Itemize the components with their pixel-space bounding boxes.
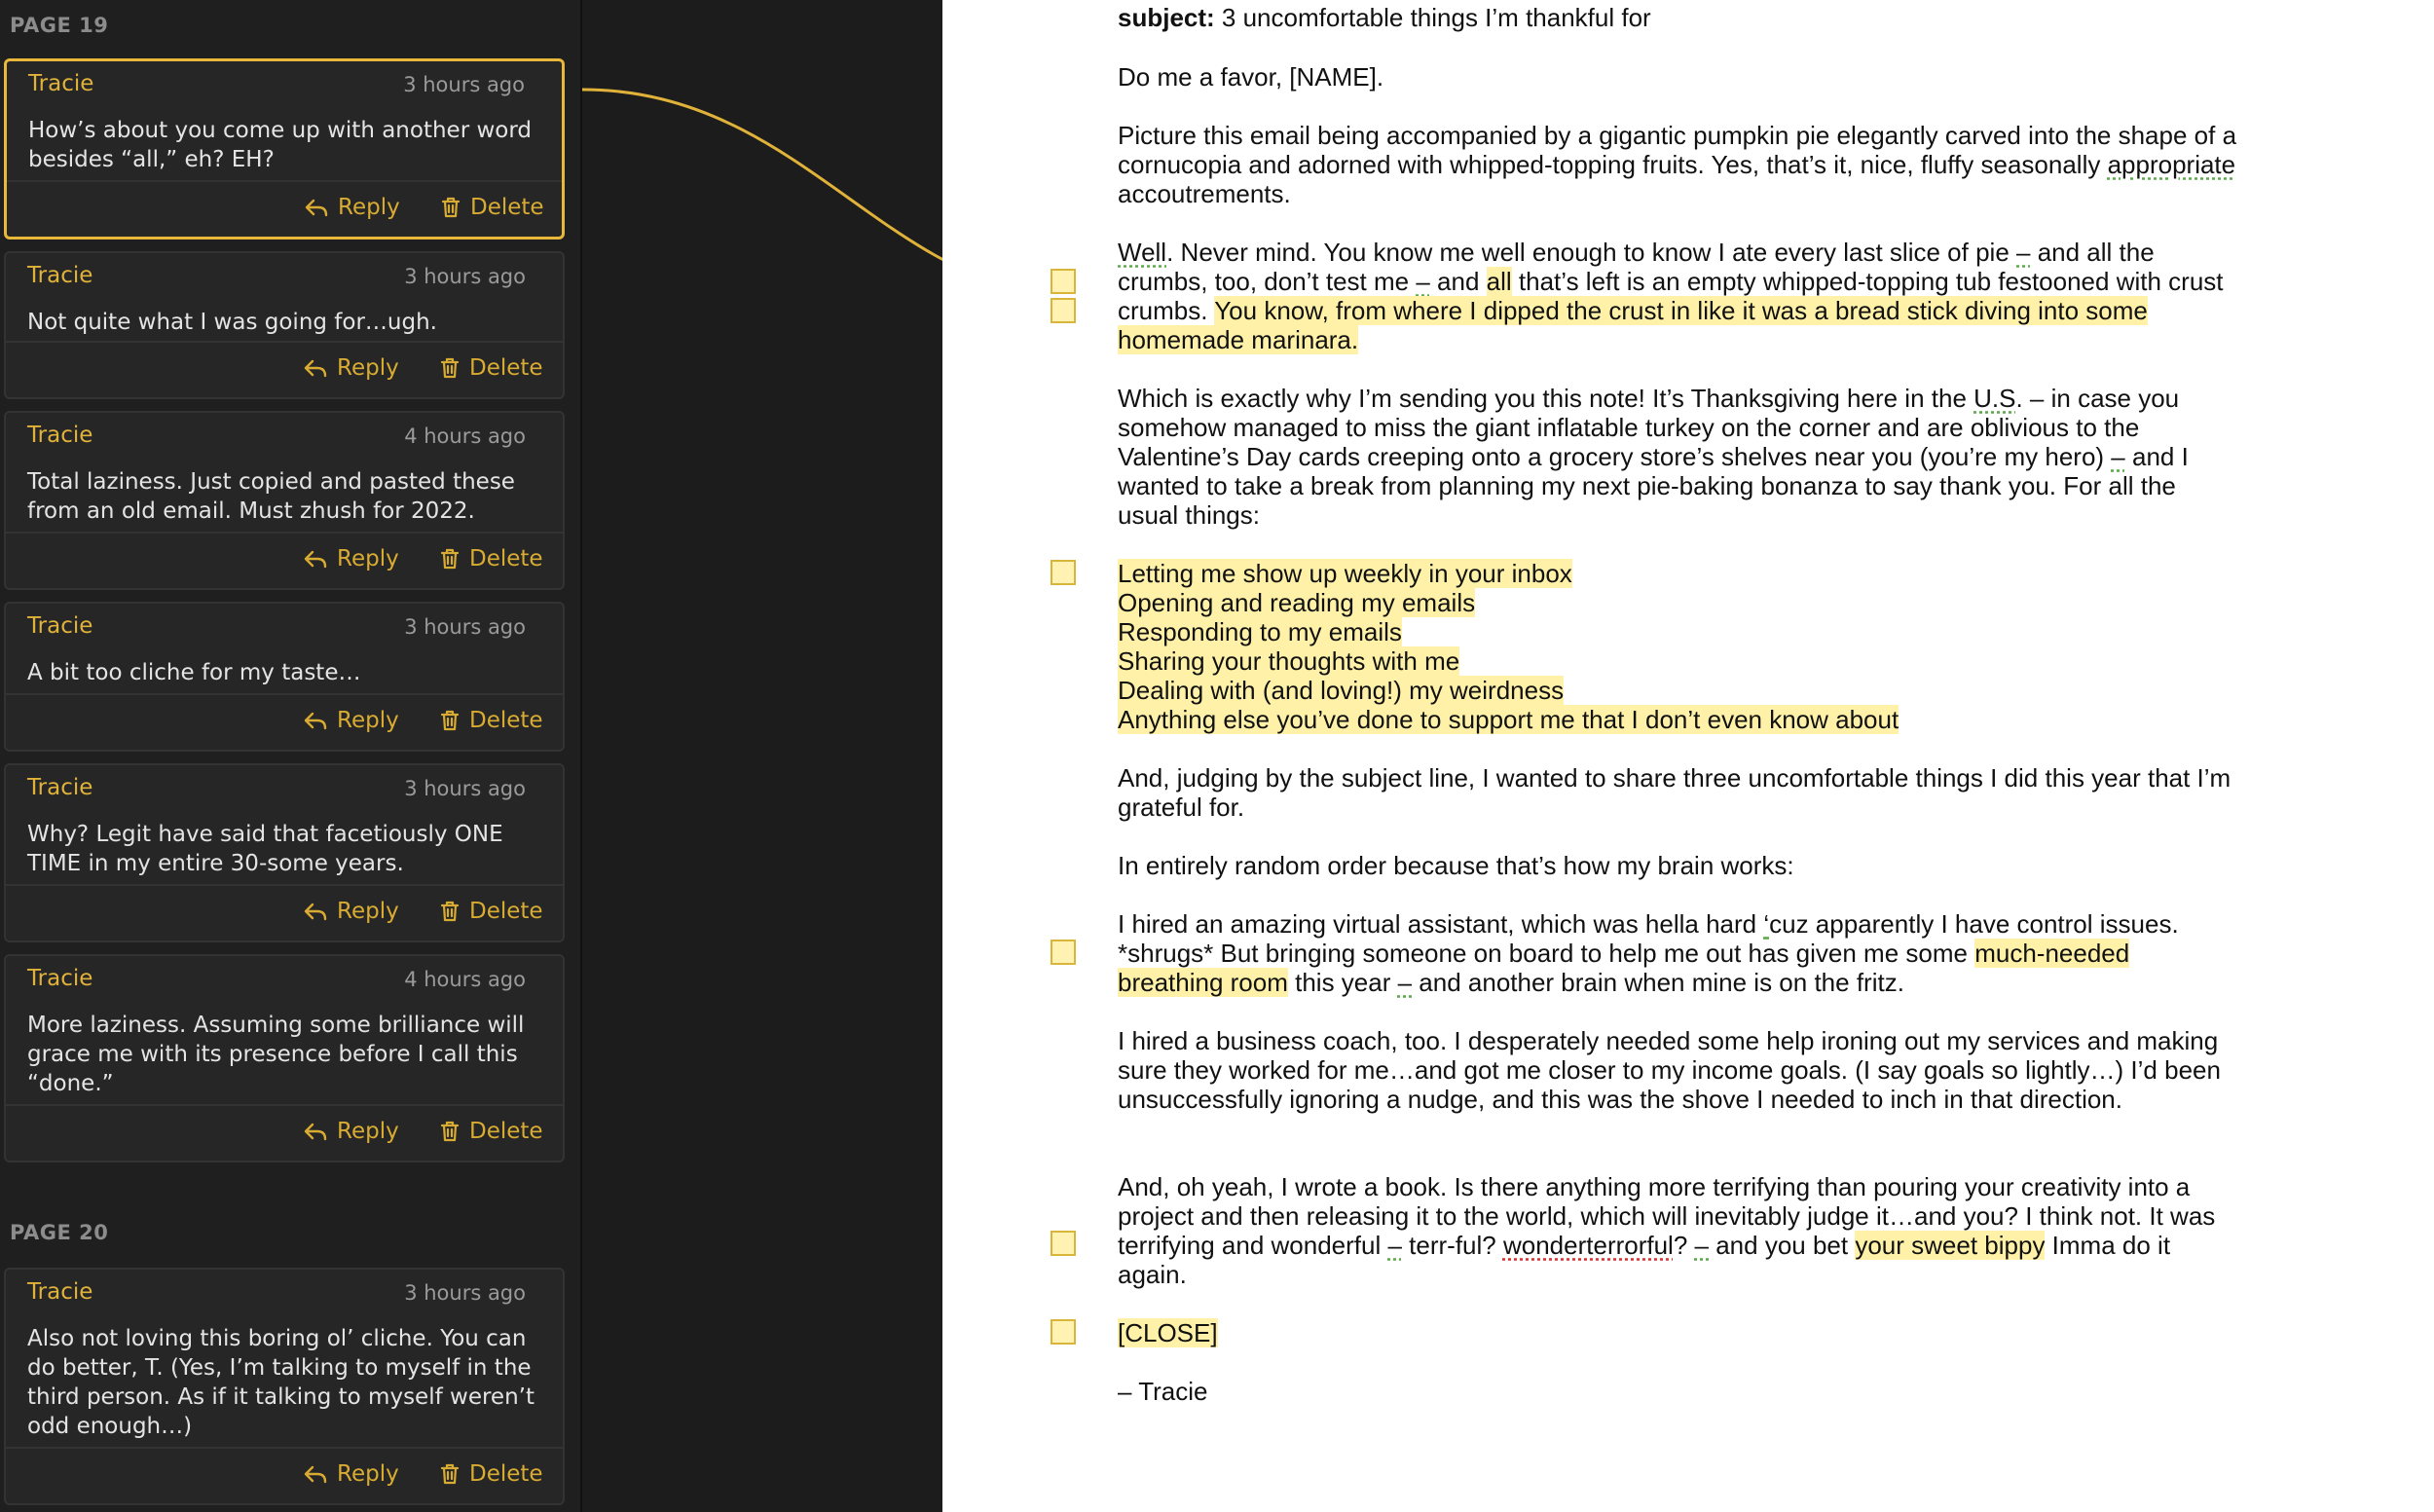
- highlighted-text[interactable]: [CLOSE]: [1118, 1318, 1218, 1347]
- spellcheck-word: –: [2016, 238, 2031, 267]
- delete-button[interactable]: [440, 708, 543, 733]
- subject-line: [1118, 3, 2237, 32]
- page-label: PAGE 20: [10, 1221, 109, 1244]
- comment-marker[interactable]: [1051, 1231, 1076, 1256]
- text-run: and I wanted to take a break from planning my next pie-baking bonanza to say thank you. For all the usual things:: [1118, 442, 2189, 530]
- comment-actions: [6, 341, 563, 397]
- comment-marker[interactable]: [1051, 298, 1076, 323]
- comment-text: A bit too cliche for my taste…: [27, 660, 361, 685]
- comment-author: Tracie: [27, 423, 93, 448]
- document-page[interactable]: [942, 0, 2434, 1512]
- list-item[interactable]: Responding to my emails: [1118, 617, 1402, 646]
- comment-marker[interactable]: [1051, 1319, 1076, 1345]
- reply-label: Reply: [337, 1461, 399, 1487]
- reply-button[interactable]: [304, 546, 399, 572]
- comment-author: Tracie: [27, 263, 93, 288]
- comment-text: Why? Legit have said that facetiously ONE TIME in my entire 30-some years.: [27, 822, 503, 876]
- highlighted-text[interactable]: much-needed breathing room: [1118, 939, 2130, 997]
- greeting-paragraph: Do me a favor, [NAME].: [1118, 62, 1384, 92]
- comment-marker[interactable]: [1051, 940, 1076, 965]
- comment-author: Tracie: [27, 966, 93, 991]
- text-run: this year: [1287, 968, 1398, 997]
- paragraph-well: [1118, 238, 2237, 354]
- text-run: that’s left is an empty whipped-topping tub festooned with crust crumbs.: [1118, 267, 2224, 325]
- reply-button[interactable]: [304, 708, 399, 733]
- canvas-gutter: [582, 0, 942, 1512]
- comment-text: Also not loving this boring ol’ cliche. You can do better, T. (Yes, I’m talking to myself in the third person. As if it talking to myself weren’t odd enough…): [27, 1326, 535, 1439]
- comment-card[interactable]: [4, 954, 565, 1162]
- comment-author: Tracie: [28, 71, 94, 96]
- spellcheck-word: appropriate: [2107, 150, 2236, 179]
- trash-icon: [440, 1463, 460, 1485]
- comment-actions: [6, 1104, 563, 1161]
- reply-arrow-icon: [304, 902, 327, 921]
- misspelled-word: wonderterrorful: [1502, 1231, 1674, 1260]
- reply-arrow-icon: [305, 198, 328, 217]
- comment-marker[interactable]: [1051, 560, 1076, 585]
- comment-timestamp: 3 hours ago: [404, 265, 526, 288]
- text-run: and all the crumbs, too, don’t test me: [1118, 238, 2155, 296]
- reply-arrow-icon: [304, 1122, 327, 1141]
- comments-sidebar: [0, 0, 582, 1512]
- paragraph-judging: And, judging by the subject line, I wanted to share three uncomfortable things I did this year that I’m grateful for.: [1118, 763, 2231, 822]
- text-run: and another brain when mine is on the fritz.: [1412, 968, 1904, 997]
- text-run: terr-ful?: [1401, 1231, 1503, 1260]
- text-run: accoutrements.: [1118, 179, 1291, 208]
- comment-actions: [7, 180, 562, 237]
- comment-author: Tracie: [27, 1279, 93, 1305]
- spellcheck-word: ‘: [1763, 909, 1770, 939]
- comment-timestamp: 3 hours ago: [403, 73, 525, 96]
- text-run: Which is exactly why I’m sending you this note! It’s Thanksgiving here in the: [1118, 384, 1974, 413]
- comment-card[interactable]: [4, 251, 565, 399]
- trash-icon: [440, 901, 460, 922]
- reply-arrow-icon: [304, 549, 327, 569]
- comment-author: Tracie: [27, 613, 93, 639]
- text-run: And, oh yeah, I wrote a book. Is there anything more terrifying than pouring your creativity into a project and then releasing it to the world, which will inevitably judge it…and you? I think not. It was terrifying and wonderful: [1118, 1172, 2216, 1260]
- delete-button[interactable]: [440, 1119, 543, 1144]
- comment-actions: [6, 1447, 563, 1503]
- signature: – Tracie: [1118, 1377, 1208, 1406]
- reply-arrow-icon: [304, 1464, 327, 1484]
- spellcheck-word: –: [1694, 1231, 1709, 1260]
- spellcheck-word: U.S: [1973, 384, 2016, 413]
- highlighted-text[interactable]: You know, from where I dipped the crust in like it was a bread stick diving into some homemade marinara.: [1118, 296, 2148, 354]
- comment-text: More laziness. Assuming some brilliance will grace me with its presence before I call this “done.”: [27, 1013, 525, 1096]
- comment-timestamp: 3 hours ago: [404, 777, 526, 800]
- reply-label: Reply: [337, 899, 399, 924]
- reply-arrow-icon: [304, 711, 327, 730]
- list-item[interactable]: Sharing your thoughts with me: [1118, 646, 1460, 676]
- paragraph-assistant: [1118, 909, 2237, 997]
- comment-timestamp: 4 hours ago: [404, 424, 526, 448]
- delete-label: Delete: [469, 1119, 543, 1144]
- subject-text: 3 uncomfortable things I’m thankful for: [1214, 3, 1651, 32]
- thanks-list: [1118, 559, 2237, 734]
- highlighted-text[interactable]: all: [1486, 267, 1512, 296]
- reply-label: Reply: [338, 195, 400, 220]
- delete-label: Delete: [469, 355, 543, 381]
- comment-text: How’s about you come up with another word besides “all,” eh? EH?: [28, 118, 532, 172]
- delete-label: Delete: [469, 1461, 543, 1487]
- text-run: and you bet: [1709, 1231, 1856, 1260]
- comment-card[interactable]: [4, 763, 565, 942]
- delete-label: Delete: [469, 899, 543, 924]
- reply-button[interactable]: [305, 195, 400, 220]
- comment-actions: [6, 884, 563, 940]
- list-item[interactable]: Opening and reading my emails: [1118, 588, 1476, 617]
- comment-author: Tracie: [27, 775, 93, 800]
- comment-card[interactable]: [4, 411, 565, 590]
- reply-label: Reply: [337, 546, 399, 572]
- text-run: ?: [1673, 1231, 1695, 1260]
- delete-button[interactable]: [440, 1461, 543, 1487]
- trash-icon: [441, 197, 461, 218]
- delete-button[interactable]: [440, 355, 543, 381]
- paragraph-close: [1118, 1318, 2237, 1347]
- reply-arrow-icon: [304, 358, 327, 378]
- reply-button[interactable]: [304, 1119, 399, 1144]
- text-run: Picture this email being accompanied by a gigantic pumpkin pie elegantly carved into the shape of a cornucopia and adorned with whipped-topping fruits. Yes, that’s it, nice, fluffy seasonally: [1118, 121, 2237, 179]
- list-item[interactable]: Letting me show up weekly in your inbox: [1118, 559, 1572, 588]
- trash-icon: [440, 710, 460, 731]
- reply-label: Reply: [337, 708, 399, 733]
- reply-button[interactable]: [304, 899, 399, 924]
- text-run: and: [1429, 267, 1487, 296]
- delete-label: Delete: [469, 708, 543, 733]
- comment-text: Not quite what I was going for…ugh.: [27, 310, 437, 335]
- text-run: I hired an amazing virtual assistant, which was hella hard: [1118, 909, 1764, 939]
- reply-button[interactable]: [304, 1461, 399, 1487]
- comment-card[interactable]: [4, 58, 565, 240]
- delete-button[interactable]: [441, 195, 544, 220]
- trash-icon: [440, 357, 460, 379]
- paragraph-random: In entirely random order because that’s how my brain works:: [1118, 851, 1794, 880]
- paragraph-picture: [1118, 121, 2237, 208]
- delete-button[interactable]: [440, 546, 543, 572]
- reply-label: Reply: [337, 1119, 399, 1144]
- spellcheck-word: –: [1397, 968, 1413, 997]
- comment-timestamp: 3 hours ago: [404, 1281, 526, 1305]
- comment-card[interactable]: [4, 1268, 565, 1505]
- spellcheck-word: –: [1416, 267, 1430, 296]
- text-run: . – in case you somehow managed to miss the giant inflatable turkey on the corner and are oblivious to the Valentine’s Day cards creeping onto a grocery store’s shelves near you (you’re my hero): [1118, 384, 2180, 471]
- spellcheck-word: –: [2111, 442, 2125, 471]
- comment-marker[interactable]: [1051, 269, 1076, 294]
- trash-icon: [440, 1121, 460, 1142]
- paragraph-book: [1118, 1172, 2237, 1289]
- comment-card[interactable]: [4, 602, 565, 752]
- delete-label: Delete: [469, 546, 543, 572]
- comment-timestamp: 4 hours ago: [404, 968, 526, 991]
- highlighted-text[interactable]: your sweet bippy: [1855, 1231, 2046, 1260]
- list-item[interactable]: Anything else you’ve done to support me that I don’t even know about: [1118, 705, 1899, 734]
- delete-label: Delete: [470, 195, 544, 220]
- trash-icon: [440, 548, 460, 570]
- reply-label: Reply: [337, 355, 399, 381]
- spellcheck-word: –: [1387, 1231, 1402, 1260]
- spellcheck-word: Well: [1118, 238, 1167, 267]
- page-label: PAGE 19: [10, 14, 109, 37]
- text-run: Imma do it again.: [1118, 1231, 2171, 1289]
- comment-actions: [6, 693, 563, 750]
- subject-label: subject:: [1118, 3, 1215, 32]
- delete-button[interactable]: [440, 899, 543, 924]
- text-run: cuz apparently I have control issues. *shrugs* But bringing someone on board to help me out has given me some: [1118, 909, 2179, 968]
- comment-timestamp: 3 hours ago: [404, 615, 526, 639]
- reply-button[interactable]: [304, 355, 399, 381]
- comment-actions: [6, 532, 563, 588]
- comment-text: Total laziness. Just copied and pasted these from an old email. Must zhush for 2022.: [27, 469, 515, 524]
- text-run: . Never mind. You know me well enough to know I ate every last slice of pie: [1166, 238, 2016, 267]
- list-item[interactable]: Dealing with (and loving!) my weirdness: [1118, 676, 1565, 705]
- paragraph-which: [1118, 384, 2237, 530]
- paragraph-coach: I hired a business coach, too. I desperately needed some help ironing out my services and making sure they worked for me…and got me closer to my income goals. (I say goals so lightly…) I’d been unsuccessfully ignoring a nudge, and this was the shove I needed to inch in that direction.: [1118, 1026, 2221, 1114]
